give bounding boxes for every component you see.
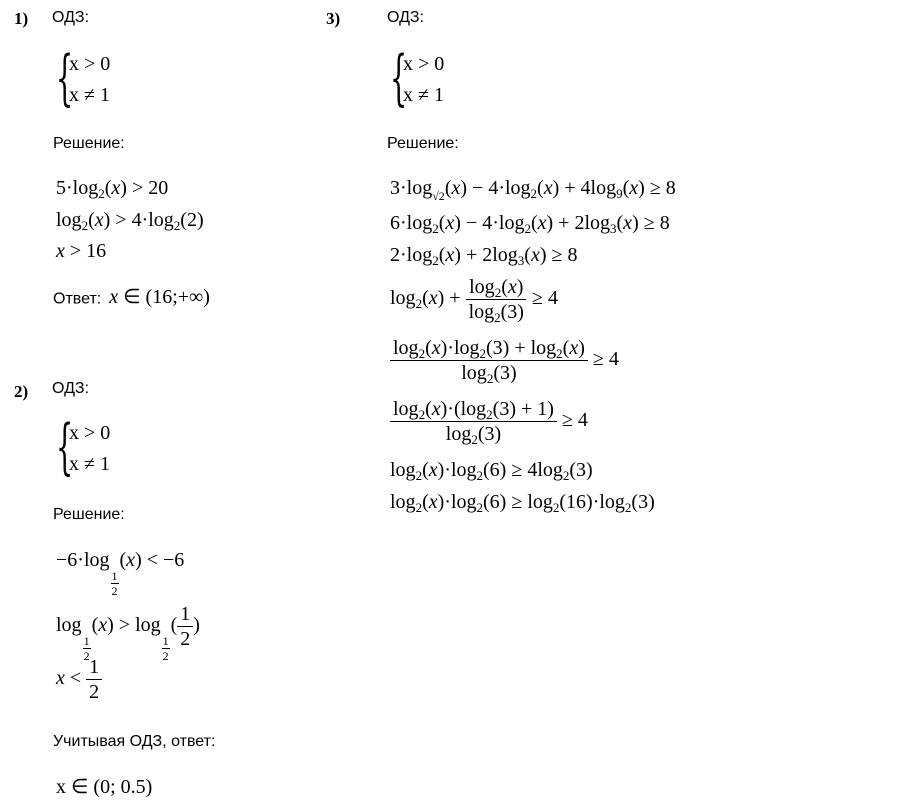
problem-1-odz-label: ОДЗ:: [52, 9, 90, 26]
problem-1-step-2: $\log_2(x) > 4\cdot\log_2(2)$: [56, 209, 204, 233]
problem-3-step-8: $\log_2(x)\cdot\log_2(6) \ge \log_2(16)\cdot\log_2(3)$: [390, 491, 655, 515]
odz-line: x ≠ 1: [69, 453, 110, 475]
problem-1-answer-value: x ∈ (16;+∞): [109, 286, 210, 308]
problem-2-solution-label: Решение:: [53, 506, 125, 523]
problem-1-solution-label: Решение:: [53, 135, 125, 152]
odz-line: x > 0: [403, 53, 445, 75]
problem-3-solution-label: Решение:: [387, 135, 459, 152]
odz-line: x ≠ 1: [69, 84, 110, 106]
problem-3-odz-label: ОДЗ:: [387, 9, 425, 26]
brace-icon: {: [56, 412, 74, 482]
problem-2-odz-label: ОДЗ:: [52, 380, 90, 397]
problem-2-step-1: −6·log $\frac{1}{2}$ (x) < −6: [56, 549, 185, 598]
problem-1-answer-label: Ответ:: [53, 290, 102, 308]
problem-3-number: 3): [326, 9, 341, 28]
problem-2-step-3: x < $\frac{1}{2}$: [56, 657, 102, 702]
odz-line: x > 0: [69, 53, 111, 75]
problem-2-step-2: log $\frac{1}{2}$ (x) > log $\frac{1}{2}$ ( $\frac{1}{2}$ ): [56, 603, 200, 664]
problem-3-odz-system: [390, 43, 445, 113]
problem-3-step-5: $\frac{\log_2(x)\cdot\log_2(3) + \log_2(x)}{\log_2(3)}$ ≥ 4: [390, 338, 619, 383]
problem-2-answer-label: Учитывая ОДЗ, ответ:: [53, 733, 216, 750]
problem-3-step-6: $\frac{\log_2(x)\cdot(\log_2(3) + 1)}{\log_2(3)}$ ≥ 4: [390, 399, 588, 444]
problem-1-odz-system: [56, 43, 111, 113]
problem-3-step-2: $6\cdot\log_2(x) - 4\cdot\log_2(x) + 2\log_3(x) \ge 8$: [390, 212, 670, 236]
problem-2-number: 2): [14, 382, 29, 401]
problem-2-odz-system: [56, 412, 111, 482]
problem-1-number: 1): [14, 9, 29, 28]
brace-icon: {: [390, 43, 408, 113]
problem-1-step-3: x > 16: [56, 240, 107, 262]
problem-2-answer-value: x ∈ (0; 0.5): [56, 776, 153, 798]
odz-line: x ≠ 1: [403, 84, 444, 106]
problem-3-step-4: $\log_2(x)$ + $\frac{\log_2(x)}{\log_2(3)}$ ≥ 4: [390, 276, 558, 325]
problem-3-step-1: $3\cdot\log_{√2}(x) - 4\cdot\log_2(x) + 4\log_9(x) \ge 8$: [390, 177, 676, 203]
problem-3-step-7: $\log_2(x)\cdot\log_2(6) \ge 4\log_2(3)$: [390, 459, 593, 483]
odz-line: x > 0: [69, 422, 111, 444]
brace-icon: {: [56, 43, 74, 113]
problem-3-step-3: $2\cdot\log_2(x) + 2\log_3(x) \ge 8$: [390, 244, 578, 268]
problem-1-answer: [53, 285, 210, 309]
problem-1-step-1: $5\cdot\log_2(x) > 20$: [56, 177, 169, 201]
